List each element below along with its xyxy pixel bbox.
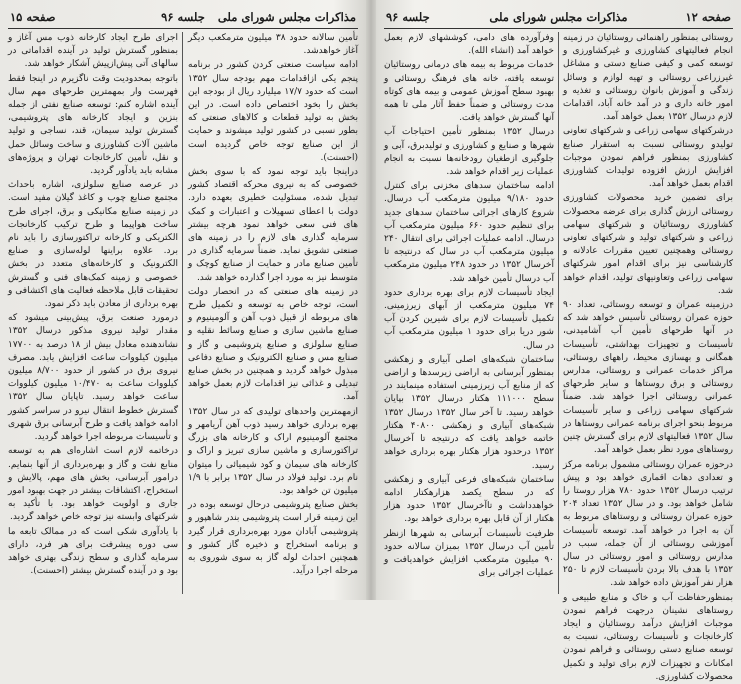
right-page-header — [384, 8, 733, 29]
left-columns — [8, 32, 358, 594]
paragraph: با یادآوری شکی است که در ممالک تابعه ما سی دوره پیشرفت برای هر فرد، دارای سرمایه گذاری و سطح زندگی بهتری خواهد بود و در آینده گسترش بیشتر (احسنت). — [8, 526, 178, 577]
left-page — [0, 0, 366, 600]
column-divider — [558, 32, 559, 594]
left-page-header — [8, 8, 358, 29]
paragraph: برای تضمین خرید محصولات کشاورزی روستائی ارزش گذاری برای عرضه محصولات کشاورزی روستائیان و شرکتهای سهامی زراعی و شرکتهای تولید و شرکتهای تعاونی روستائی وهمچنین تعیین مقررات عادلانه و کارشناسی نیز برای اقدام امور شرکتهای سهامی زراعی وتعاونیهای تولید، اقدام خواهد شد. — [563, 193, 733, 296]
paragraph: درحوزه عمران روستائی مشمول برنامه مرکز و تعدادی دهات اقماری خواهد بود و پیش ترتیب درسال ۱۳۵۲ حدود ۷۸۰ هزار روستا را شامل خواهد بود. و در سال ۱۳۵۲ تعداد ۲۰۴ حوزه عمران روستائی و روستاهای مربوط به آن به اجرا در خواهد آمد. توسعه تأسیسات آموزشی روستائی از آن جمله، سبب در مدارس روستائی و امور روستائی در سال ۱۳۵۲ با هدف بالا بردن تأسیسات لازم تا ۲۵۰ هزار نفر آموزش داده خواهد شد. — [563, 459, 733, 589]
paragraph: ساختمان شبکه‌های فرعی آبیاری و زهکشی که در سطح یکصد هزارهکتار ادامه خواهدداشت و تاآخرسال ۱۳۵۲ حدود هزار هکتار از آن قابل بهره برداری خواهد بود. — [384, 474, 554, 525]
left-page-number: صفحه ۱۵ — [10, 10, 56, 24]
paragraph: ظرفیت تأسیسات آبرسانی به شهرها ازنظر تأمین آب درسال ۱۳۵۲ بمیزان سالانه حدود ۹۰ میلیون مترمکعب افزایش خواهدیافت و عملیات اجرائی برای — [384, 528, 554, 579]
right-page — [376, 0, 741, 682]
right-page-number: صفحه ۱۲ — [685, 10, 731, 24]
paragraph: در عرصه صنایع سلولزی، اشاره باحداث مجتمع صنایع چوب و کاغذ گیلان مفید است. در زمینه صنایع مکانیکی و برق، اجرای طرح ساخت هواپیما و طرح ترکیب کارخانجات الکتریکی و کارخانه تراکتورسازی را باید نام برد. علاوه براینها لوله‌سازی و صنایع الکترونیک و کارخانه‌های متعدد در بخش خصوصی و زمینه کمک‌های فنی و گسترش تحقیقات قابل ملاحظه فعالیت های اکتشافی و بهره برداری از معادن باید ذکر نمود. — [8, 180, 178, 310]
paragraph: درخاتمه لازم است اشاره‌ای هم به توسعه منابع نفت و گاز و بهره‌برداری از آنها بنمایم. درامور آبرسانی، بخش های مهم، پالایش و استخراج، اکتشافات بیشتر در جهت بهبود امور جاری و اولویت خواهد بود. با تأکید به شرکتهای وابسته نیز توجه خاص خواهد گردید. — [8, 446, 178, 523]
paragraph: ادامه ساختمان سدهای مخزنی برای کنترل حدود ۹/۱۸۰ میلیون مترمکعب آب درسال. شروع کارهای اجرائی ساختمان سدهای جدید برای تنظیم حدود ۶۶۰ میلیون مترمکعب آب درسال. ادامه عملیات اجرائی برای انتقال ۲۴۰ میلیون مترمکعب آب در سال که درنتیجه تا آخرسال ۱۳۵۲ در حدود ۲۴۸ میلیون مترمکعب آب درسال تأمین خواهد شد. — [384, 181, 554, 284]
paragraph: ساختمان شبکه‌های اصلی آبیاری و زهکشی بمنظور آبرسانی به اراضی زیرسدها و اراضی که از منابع آب زیرزمینی استفاده مینمایند در سطح ۱۱۱۰۰۰ هکتار درسال ۱۳۵۲ بپایان خواهد رسید. تا آخر سال ۱۳۵۲ درسال ۱۳۵۲ شبکه‌های آبیاری و زهکشی ۴۰۸۰۰ هکتار خاتمه خواهد یافت که درنتیجه تا آخرسال ۱۳۵۲ درحدود هزار هکتار بهره برداری خواهد رسید. — [384, 354, 554, 471]
column-divider — [182, 32, 183, 594]
paragraph: تأمین سالانه حدود ۳۸ میلیون مترمکعب دیگر آغاز خواهدشد. — [188, 33, 358, 57]
paragraph: دراینجا باید توجه نمود که با سوی بخش خصوصی که به نیروی محرکه اقتصاد کشور تبدیل شده، مسئولیت خطیری بعهده دارد. دولت با اعطای تسهیلات و اعتبارات و کمک های فنی سعی خواهد نمود هرچه بیشتر سرمایه گذاری های لازم را در زمینه های صنعتی تشویق نماید. ضمناً سرمایه گذاری در تأمین صنایع مادر و حمایت از صنایع کوچک و متوسط نیز به مورد اجرا گذارده خواهد شد. — [188, 167, 358, 283]
paragraph: در زمینه های صنعتی که در انحصار دولت است، توجه خاص به توسعه و تکمیل طرح های مربوطه از قبیل ذوب آهن و آلومینیوم و صنایع ماشین سازی و صنایع وسائط نقلیه و صنایع سلولزی و صنایع پتروشیمی و گاز و صنایع مس و صنایع الکترونیک و صنایع دفاعی مبذول خواهد گردید و همچنین در بخش صنایع تبدیلی و غذائی نیز اقدامات لازم بعمل خواهد آمد. — [188, 286, 358, 403]
paragraph: روستائی بمنظور راهنمائی روستائیان در زمینه انجام فعالیتهای کشاورزی و غیرکشاورزی و توسعه کمی و کیفی صنایع دستی و مشاغل غیرزراعی روستائی و تهیه لوازم و وسائل زندگی و آموزش بانوان روستائی و تغذیه و امور خانه داری و در آمد خانه آباد، اقدامات لازم درسال ۱۳۵۲ بعمل خواهد آمد. — [563, 33, 733, 123]
left-col-2 — [8, 32, 178, 594]
right-col-2 — [384, 32, 554, 594]
right-columns — [384, 32, 733, 682]
left-session-label: جلسه ۹۶ — [161, 10, 205, 24]
paragraph: بخش صنایع پتروشیمی درحال توسعه بوده در این زمینه قرار است پتروشیمی بندر شاهپور و پتروشیمی آبادان مورد بهره‌برداری قرار گیرد و برنامه استخراج و ذخیره گاز کشور و همچنین احداث لوله گاز به سوی شوروی به مرحله اجرا درآید. — [188, 500, 358, 577]
right-page-title: مذاکرات مجلس شورای ملی — [489, 10, 628, 24]
right-col-1 — [563, 32, 733, 682]
paragraph: بمنظورحفاظت آب و خاک و منابع طبیعی و روستاهای نشینان درجهت فراهم نمودن موجبات افزایش درآمد روستائیان و ایجاد کارخانجات و تأسیسات روستائی، نسبت به توسعه صنایع دستی روستائی و فراهم نمودن امکانات و تجهیزات لازم برای تولید و تکمیل محصولات کشاورزی. — [563, 592, 733, 682]
paragraph: وفرآورده های دامی، کوششهای لازم بعمل خواهد آمد (انشاء الله). — [384, 33, 554, 57]
paragraph: درشرکتهای سهامی زراعی و شرکتهای تعاونی تولیدو روستائی نسبت به استقرار صنایع کشاورزی بمنظور فراهم نمودن موجبات افزایش ارزش افزوده تولیدات کشاورزی اقدام بعمل خواهد آمد. — [563, 126, 733, 190]
paragraph: ازمهمترین واحدهای تولیدی که در سال ۱۳۵۲ بهره برداری خواهد رسید ذوب آهن آریامهر و مجتمع آلومینیوم اراک و کارخانه های بزرگ تراکتورسازی و ماشین سازی تبریز و اراک و کارخانه های سیمان و کود شیمیائی را میتوان نام برد. تولید فولاد در سال ۱۳۵۲ برابر با ۱/۹ میلیون تن خواهد بود. — [188, 406, 358, 496]
paragraph: اجرای طرح ایجاد کارخانه ذوب مس آغاز و بمنظور گسترش تولید در آینده اقداماتی در سالهای آتی پیش‌ازپیش آشکار خواهد شد. — [8, 33, 178, 70]
left-col-1 — [188, 32, 358, 594]
paragraph: درمورد صنعت برق، پیش‌بینی میشود که مقدار تولید نیروی مذکور درسال ۱۳۵۲ نشاندهنده معادل بیش از ۱۸ درصد به ۱۷۷۰۰ میلیون کیلووات ساعت افزایش یابد. مصرف نیروی برق در کشور از حدود ۸/۷۰۰ میلیون کیلووات ساعت به ۱۰/۴۷۰ میلیون کیلووات ساعت خواهد رسید. تاپایان سال ۱۳۵۲ گسترش خطوط انتقال نیرو در سراسر کشور ادامه خواهد یافت و طرح آبرسانی برق شهری و تأسیسات مربوطه اجرا خواهد گردید. — [8, 313, 178, 443]
paragraph: درزمینه عمران و توسعه روستائی، تعداد ۹۰ حوزه عمران روستائی تأسیس خواهد شد که در آنها طرحهای تأمین آب آشامیدنی، تأسیسات و تجهیزات بهداشتی، تأسیسات همگانی و بهسازی محیط، راههای روستائی، مراکز خدمات عمرانی و روستائی، مدارس روستائی و برق روستاها و سایر طرحهای عمرانی روستائی اجرا خواهد شد. ضمناً شرکتهای سهامی زراعی و سایر تأسیسات مربوط بنحو اجرای برنامه عمرانی روستاها در سال ۱۳۵۲ فعالیتهای لازم برای گسترش چنین روستاهای مورد نظر بعمل خواهد آمد. — [563, 300, 733, 456]
paragraph: ایجاد تأسیسات لازم برای بهره برداری حدود ۷۴ میلیون مترمکعب از آبهای زیرزمینی. تکمیل تأسیسات لازم برای شیرین کردن آب شور دریا برای حدود ۱ میلیون مترمکعب آب در سال. — [384, 287, 554, 351]
book-gutter — [366, 0, 376, 600]
paragraph: درسال ۱۳۵۲ بمنظور تأمین احتیاجات آب شهرها و صنایع و کشاورزی و تولیدبرق، آبی و جلوگیری ازطغیان رودخانه‌ها نسبت به انجام عملیات زیر اقدام خواهد شد. — [384, 127, 554, 178]
left-page-title: مذاکرات مجلس شورای ملی — [217, 10, 356, 24]
right-session-label: جلسه ۹۶ — [386, 10, 430, 24]
paragraph: ادامه سیاست صنعتی کردن کشور در برنامه پنجم یکی ازاقدامات مهم بودجه سال ۱۳۵۲ است که حدود ۱۷/۷ میلیارد ریال از بودجه این بخش را بخود اختصاص داده است. در این بخش به تولید قطعات و کالاهای صنعتی که بطور نسبی در کشور تولید میشوند و حمایت از این صنایع توجه خاص گردیده است (احسنت). — [188, 60, 358, 163]
paragraph: باتوجه بمحدودیت وقت ناگزیرم در اینجا فقط فهرست وار بمهمترین طرحهای مهم سال آینده اشاره کنم: توسعه صنایع نفتی از جمله بنزین و ایجاد کارخانه های پتروشیمی، گسترش تولید سیمان، قند، نساجی و تولید ماشین آلات کشاورزی و ساخت وسائل حمل و نقل، تأمین کارخانجات تهران و پروژه‌های مشابه باید یادآور گردید. — [8, 73, 178, 177]
paragraph: خدمات مربوط به بیمه های درمانی روستائیان توسعه یافته، خانه های فرهنگ روستائی و بهبود سطح آموزش عمومی و بیمه های کوتاه مدت روستائی و ضمناً حفظ آثار ملی تا همه آنها گسترش خواهد یافت. — [384, 60, 554, 124]
